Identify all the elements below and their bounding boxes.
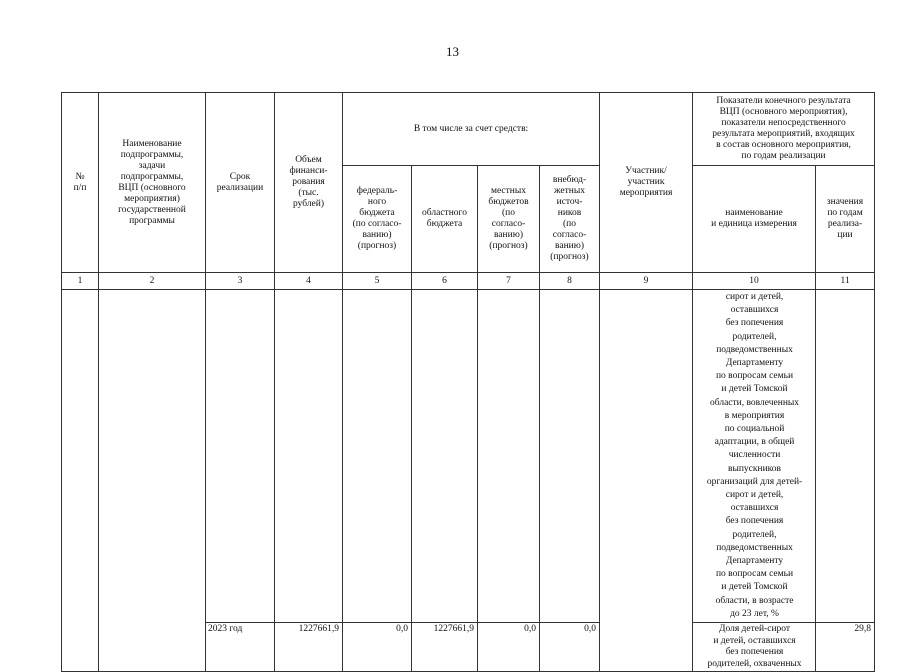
cell-regional-value: 1227661,9 [412,623,478,672]
header-indicator-value: значения по годам реализа- ции [816,166,875,273]
column-number: 4 [275,273,343,290]
column-number: 2 [99,273,206,290]
cell-extrabudget-value: 0,0 [540,623,600,672]
cell-regional [412,290,478,623]
cell-year: 2023 год [206,623,275,672]
cell-federal [343,290,412,623]
header-period: Срок реализации [206,93,275,273]
indicator-name-cell: Доля детей-сирот и детей, оставшихся без попечения родителей, охваченных [693,623,816,672]
header-federal: федераль- ного бюджета (по согласо- ванию) (прогноз) [343,166,412,273]
header-indicator-name: наименование и единица измерения [693,166,816,273]
header-indicators-group: Показатели конечного результата ВЦП (основного мероприятия), показатели непосредственного результата мероприятий, входящих в состав основного мероприятия, по годам реализации [693,93,875,166]
cell-total: 1227661,9 [275,623,343,672]
cell-local [478,290,540,623]
column-number: 1 [62,273,99,290]
program-table [61,92,875,672]
column-number: 3 [206,273,275,290]
header-name: Наименование подпрограммы, задачи подпрограммы, ВЦП (основного мероприятия) государственной программы [99,93,206,273]
column-number: 5 [343,273,412,290]
page-number: 13 [446,44,459,59]
cell-federal-value: 0,0 [343,623,412,672]
header-number: № п/п [62,93,99,273]
cell-number [62,290,99,672]
header-volume: Объем финанси- рования (тыс. рублей) [275,93,343,273]
indicator-value-cell: 29,8 [816,623,875,672]
header-regional: областного бюджета [412,166,478,273]
column-number: 10 [693,273,816,290]
cell-period [206,290,275,623]
cell-local-value: 0,0 [478,623,540,672]
column-number: 7 [478,273,540,290]
column-number: 11 [816,273,875,290]
column-number: 6 [412,273,478,290]
header-participant: Участник/ участник мероприятия [600,93,693,273]
indicator-value-cell [816,290,875,623]
cell-program-name [99,290,206,672]
cell-participant [600,290,693,672]
column-number: 9 [600,273,693,290]
header-local: местных бюджетов (по согласо- ванию) (прогноз) [478,166,540,273]
header-extrabudget: внебюд- жетных источ- ников (по согласо- ванию) (прогноз) [540,166,600,273]
cell-extrabudget [540,290,600,623]
header-sources-group: В том числе за счет средств: [343,93,600,166]
indicator-name-cell: сирот и детей, оставшихся без попечения родителей, подведомственных Департаменту по вопросам семьи и детей Томской области, вовлеченных в мероприятия по социальной адаптации, в общей численности выпускников организаций для детей- сирот и детей, оставшихся без попечения родителей, подведомственных Департаменту по вопросам семьи и детей Томской области, в возрасте до 23 лет, % [693,290,816,623]
cell-volume [275,290,343,623]
column-number: 8 [540,273,600,290]
